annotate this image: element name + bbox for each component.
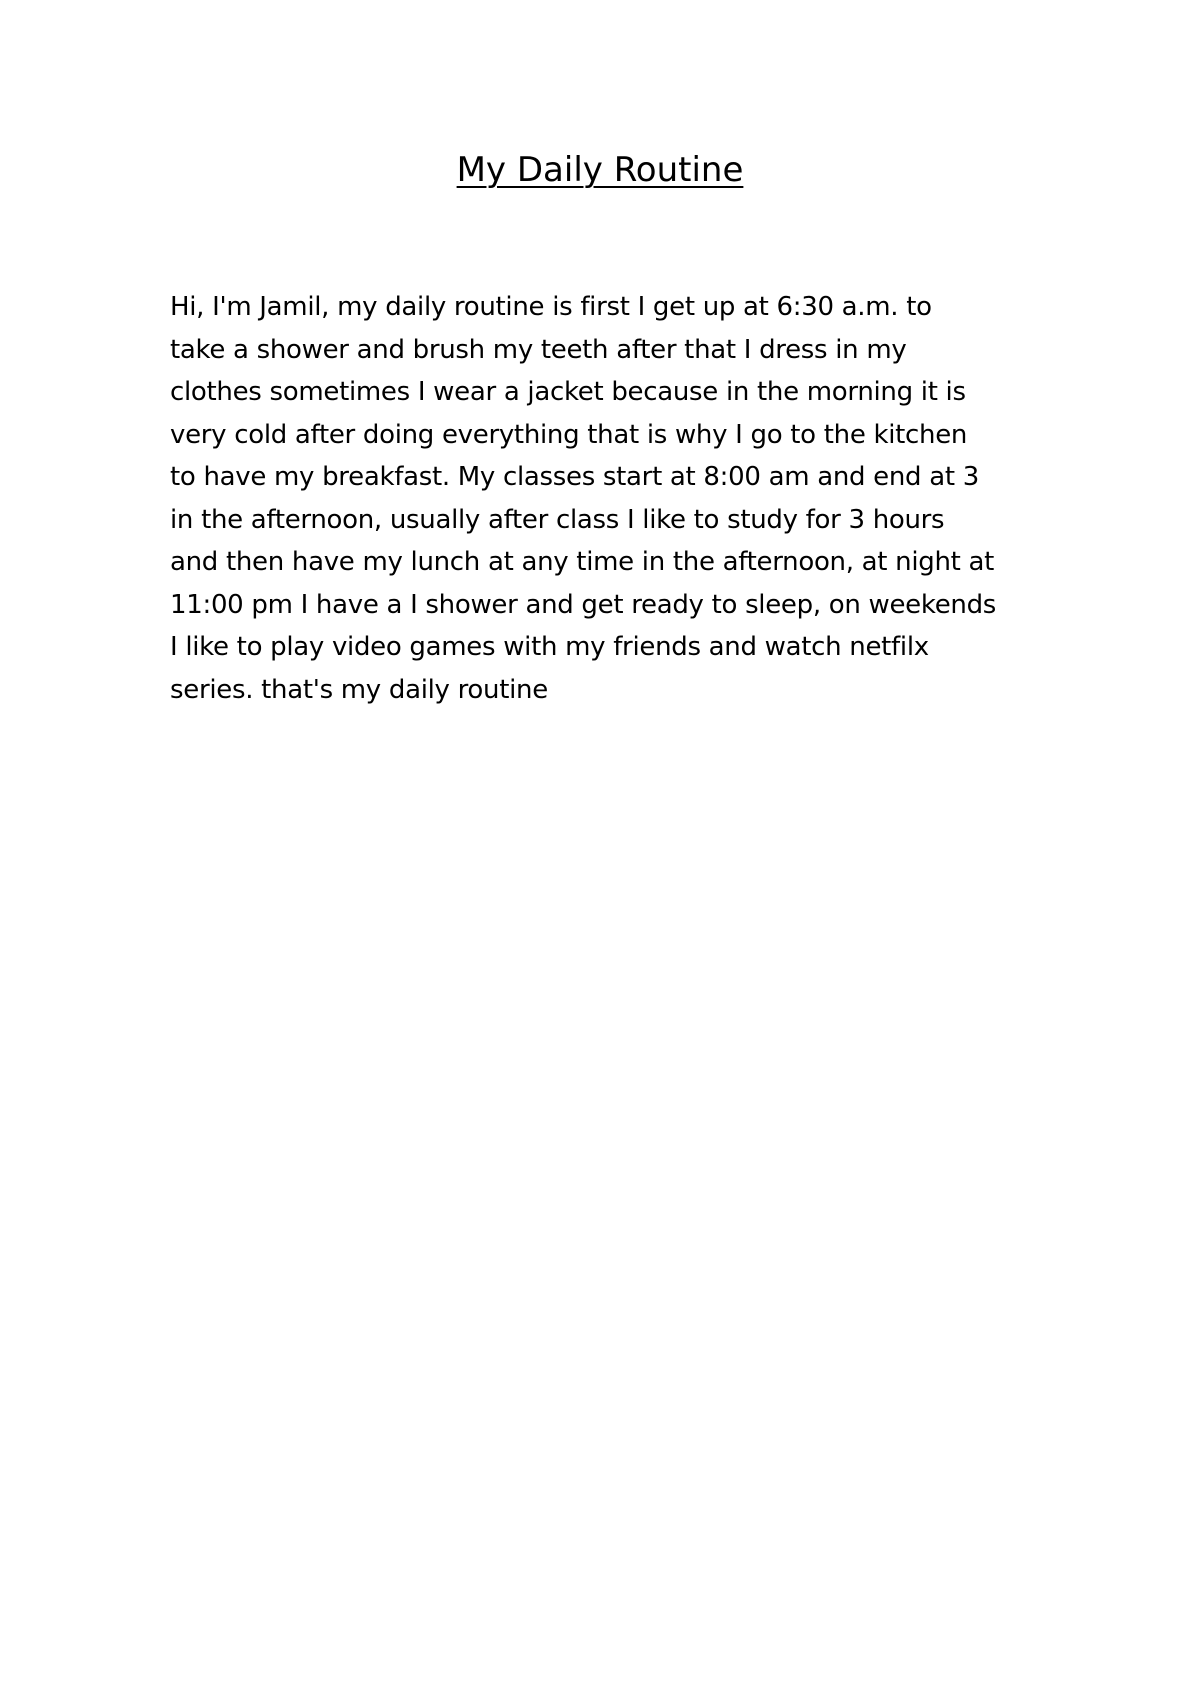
body-line: series. that's my daily routine	[170, 674, 548, 705]
body-line: very cold after doing everything that is why I go to the kitchen	[170, 419, 968, 450]
body-line: take a shower and brush my teeth after that I dress in my	[170, 334, 907, 365]
body-line: to have my breakfast. My classes start at 8:00 am and end at 3	[170, 462, 979, 492]
body-line: I like to play video games with my friends and watch netfilx	[170, 632, 929, 662]
body-line: Hi, I'm Jamil, my daily routine is first I get up at 6:30 a.m. to	[170, 292, 932, 322]
document-title: My Daily Routine	[456, 150, 744, 190]
body-line: 11:00 pm I have a I shower and get ready to sleep, on weekends	[170, 589, 997, 620]
body-line: and then have my lunch at any time in the afternoon, at night at	[170, 547, 995, 577]
body-line: clothes sometimes I wear a jacket because in the morning it is	[170, 377, 966, 407]
document-body	[170, 286, 1050, 711]
body-line: in the afternoon, usually after class I like to study for 3 hours	[170, 504, 945, 535]
